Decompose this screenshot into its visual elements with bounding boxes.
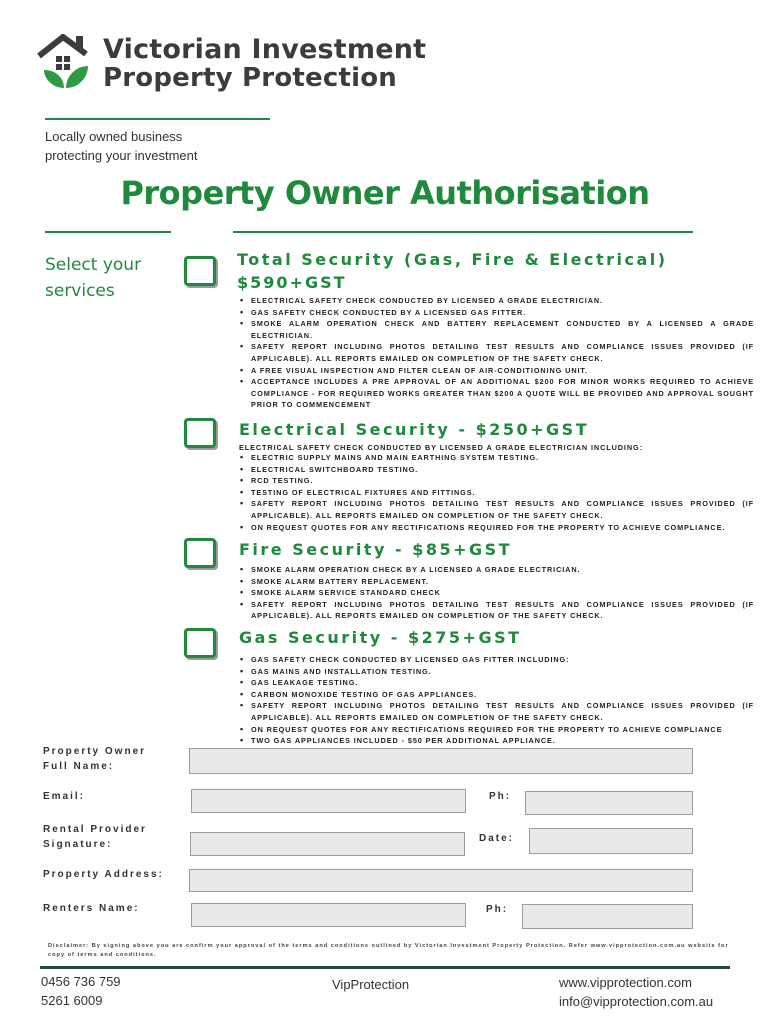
gas-security-title: Gas Security - $275+GST xyxy=(239,628,522,647)
address-label: Property Address: xyxy=(43,869,164,880)
list-item: • TWO GAS APPLIANCES INCLUDED - $50 PER ADDITIONAL APPLIANCE. xyxy=(239,735,754,747)
logo-text-line2: Property Protection xyxy=(103,63,397,93)
email-label: Email: xyxy=(43,791,86,802)
footer-phones xyxy=(41,972,121,1010)
gas-security-list xyxy=(239,654,754,747)
fire-security-title: Fire Security - $85+GST xyxy=(239,540,513,559)
list-item: • SMOKE ALARM OPERATION CHECK BY A LICENSED A GRADE ELECTRICIAN. xyxy=(239,564,754,576)
header-divider xyxy=(45,118,270,120)
select-services-line2: services xyxy=(45,281,115,301)
logo-text-line1: Victorian Investment xyxy=(103,34,427,65)
list-item: • SMOKE ALARM BATTERY REPLACEMENT. xyxy=(239,576,754,588)
list-item: • SMOKE ALARM OPERATION CHECK AND BATTERY REPLACEMENT CONDUCTED BY A LICENSED A GRADE ELECTRICIAN. xyxy=(239,318,754,341)
email-field[interactable] xyxy=(191,789,466,813)
renters-name-field[interactable] xyxy=(191,903,466,927)
list-item: • GAS SAFETY CHECK CONDUCTED BY A LICENSED GAS FITTER. xyxy=(239,307,754,319)
list-item: • GAS LEAKAGE TESTING. xyxy=(239,677,754,689)
footer-phone1: 0456 736 759 xyxy=(41,974,121,989)
electrical-security-checkbox[interactable] xyxy=(184,418,216,448)
phone-label: Ph: xyxy=(489,791,512,802)
list-item: • SMOKE ALARM SERVICE STANDARD CHECK xyxy=(239,587,754,599)
tagline-line1: Locally owned business xyxy=(45,129,183,144)
electrical-security-list xyxy=(239,452,754,533)
list-item: • SAFETY REPORT INCLUDING PHOTOS DETAILING TEST RESULTS AND COMPLIANCE ISSUES PROVIDED (IF APPLICABLE). ALL REPORTS EMAILED ON COMPLETION OF THE SAFETY CHECK. xyxy=(239,341,754,364)
phone-field[interactable] xyxy=(525,791,693,815)
list-item: • ON REQUEST QUOTES FOR ANY RECTIFICATIONS REQUIRED FOR THE PROPERTY TO ACHIEVE COMPLIANCE. xyxy=(239,522,754,534)
list-item: • ELECTRIC SUPPLY MAINS AND MAIN EARTHING SYSTEM TESTING. xyxy=(239,452,754,464)
owner-name-label-line2: Full Name: xyxy=(43,761,115,772)
list-item: • A FREE VISUAL INSPECTION AND FILTER CLEAN OF AIR-CONDITIONING UNIT. xyxy=(239,365,754,377)
footer-brand: VipProtection xyxy=(332,977,410,992)
signature-label xyxy=(43,822,147,852)
footer-email: info@vipprotection.com.au xyxy=(559,994,714,1009)
total-security-list xyxy=(239,295,754,411)
signature-label-line1: Rental Provider xyxy=(43,824,147,835)
title-divider-left xyxy=(45,231,171,233)
footer-website: www.vipprotection.com xyxy=(559,975,692,990)
fire-security-checkbox[interactable] xyxy=(184,538,216,568)
date-label: Date: xyxy=(479,833,515,844)
signature-label-line2: Signature: xyxy=(43,839,113,850)
page-title: Property Owner Authorisation xyxy=(120,174,650,212)
list-item: • SAFETY REPORT INCLUDING PHOTOS DETAILING TEST RESULTS AND COMPLIANCE ISSUES PROVIDED (IF APPLICABLE). ALL REPORTS EMAILED ON COMPLETION OF THE SAFETY CHECK. xyxy=(239,599,754,622)
tagline-line2: protecting your investment xyxy=(45,148,198,163)
footer-phone2: 5261 6009 xyxy=(41,993,103,1008)
address-field[interactable] xyxy=(189,869,693,892)
total-security-price: $590+GST xyxy=(237,273,347,292)
list-item: • GAS SAFETY CHECK CONDUCTED BY LICENSED GAS FITTER INCLUDING: xyxy=(239,654,754,666)
signature-field[interactable] xyxy=(190,832,465,856)
renters-name-label: Renters Name: xyxy=(43,903,140,914)
footer-contact xyxy=(559,973,713,1011)
list-item: • RCD TESTING. xyxy=(239,475,754,487)
renters-phone-field[interactable] xyxy=(522,904,693,929)
gas-security-checkbox[interactable] xyxy=(184,628,216,658)
select-services-line1: Select your xyxy=(45,255,142,275)
total-security-checkbox[interactable] xyxy=(184,256,216,286)
list-item: • ON REQUEST QUOTES FOR ANY RECTIFICATIONS REQUIRED FOR THE PROPERTY TO ACHIEVE COMPLIANCE xyxy=(239,724,754,736)
electrical-security-title: Electrical Security - $250+GST xyxy=(239,420,590,439)
list-item: • SAFETY REPORT INCLUDING PHOTOS DETAILING TEST RESULTS AND COMPLIANCE ISSUES PROVIDED (IF APPLICABLE). ALL REPORTS EMAILED ON COMPLETION OF THE SAFETY CHECK. xyxy=(239,700,754,723)
fire-security-list xyxy=(239,564,754,622)
renters-phone-label: Ph: xyxy=(486,904,509,915)
list-item: • ELECTRICAL SWITCHBOARD TESTING. xyxy=(239,464,754,476)
date-field[interactable] xyxy=(529,828,693,854)
list-item: • ACCEPTANCE INCLUDES A PRE APPROVAL OF AN ADDITIONAL $200 FOR MINOR WORKS REQUIRED TO ACHIEVE COMPLIANCE - FOR REQUIRED WORKS GREATER THAN $200 A QUOTE WILL BE PROVIDED AND APPROVAL SOUGHT PRIOR TO COMMENCEMENT xyxy=(239,376,754,411)
logo-house-leaf-icon xyxy=(36,34,98,94)
list-item: • GAS MAINS AND INSTALLATION TESTING. xyxy=(239,666,754,678)
list-item: • TESTING OF ELECTRICAL FIXTURES AND FITTINGS. xyxy=(239,487,754,499)
select-services-label xyxy=(45,252,141,304)
owner-name-field[interactable] xyxy=(189,748,693,774)
tagline xyxy=(45,127,197,165)
electrical-security-intro: ELECTRICAL SAFETY CHECK CONDUCTED BY LICENSED A GRADE ELECTRICIAN INCLUDING: xyxy=(239,443,643,452)
disclaimer: Disclaimer: By signing above you are confirm your approval of the terms and conditions outlined by Victorian Investment Property Protection. Refer www.vipprotection.com.au website for copy of terms and conditions. xyxy=(48,943,729,958)
footer-divider xyxy=(40,966,730,969)
owner-name-label xyxy=(43,744,146,774)
list-item: • ELECTRICAL SAFETY CHECK CONDUCTED BY LICENSED A GRADE ELECTRICIAN. xyxy=(239,295,754,307)
list-item: • CARBON MONOXIDE TESTING OF GAS APPLIANCES. xyxy=(239,689,754,701)
title-divider-right xyxy=(233,231,693,233)
owner-name-label-line1: Property Owner xyxy=(43,746,147,757)
list-item: • SAFETY REPORT INCLUDING PHOTOS DETAILING TEST RESULTS AND COMPLIANCE ISSUES PROVIDED (IF APPLICABLE). ALL REPORTS EMAILED ON COMPLETION OF THE SAFETY CHECK. xyxy=(239,498,754,521)
total-security-title: Total Security (Gas, Fire & Electrical) xyxy=(237,250,668,269)
